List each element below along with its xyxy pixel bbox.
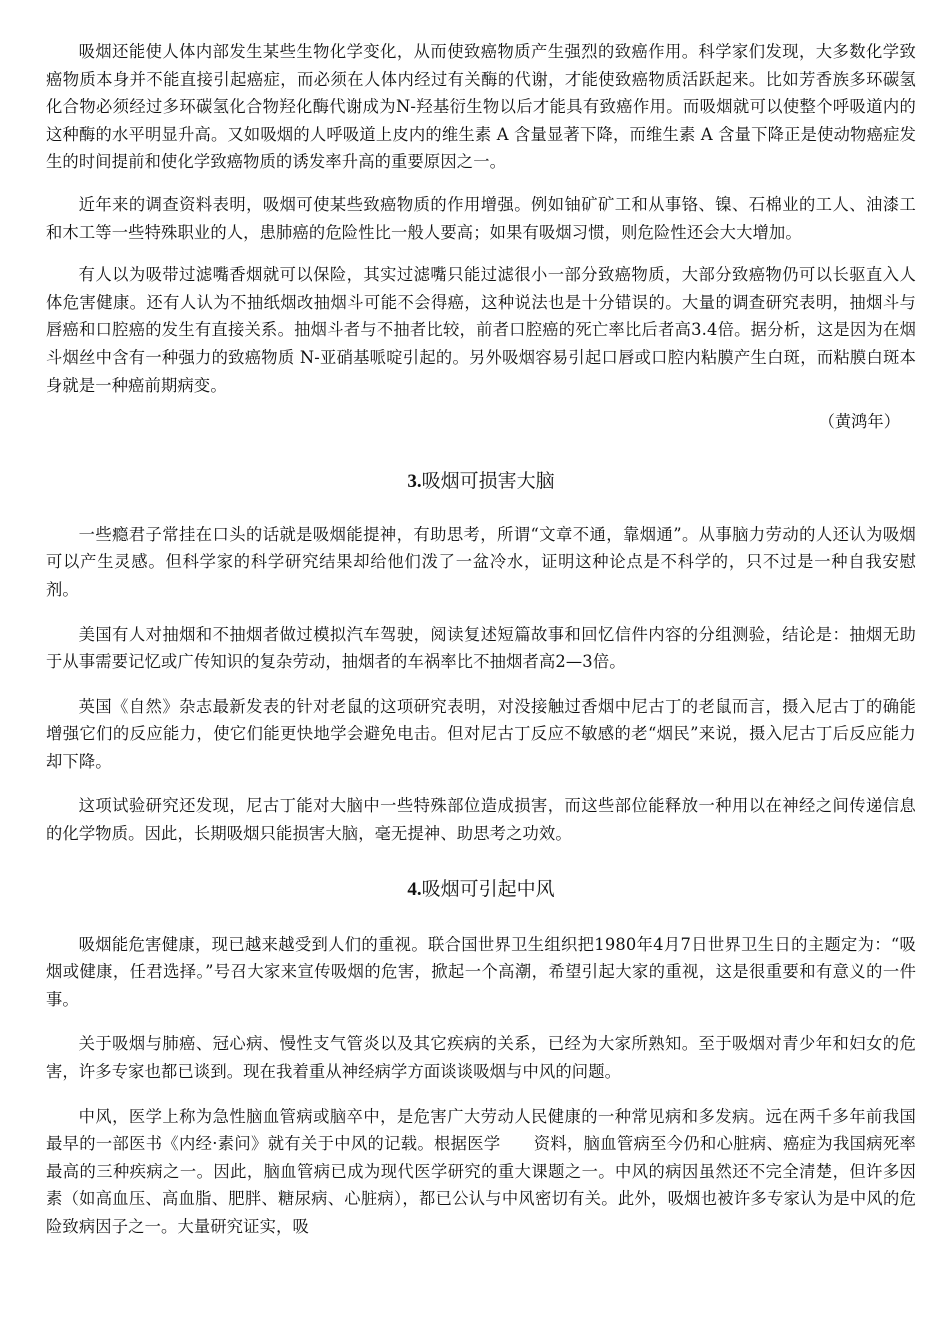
document-page — [46, 38, 916, 1241]
section-3-title: 吸烟可损害大脑 — [421, 469, 555, 492]
section-3-paragraph: 这项试验研究还发现，尼古丁能对大脑中一些特殊部位造成损害，而这些部位能释放一种用以在神经之间传递信息的化学物质。因此，长期吸烟只能损害大脑，毫无提神、助思考之功效。 — [46, 796, 916, 844]
section-3-paragraph: 美国有人对抽烟和不抽烟者做过模拟汽车驾驶，阅读复述短篇故事和回忆信件内容的分组测验，结论是：抽烟无助于从事需要记忆或广传知识的复杂劳动，抽烟者的车祸率比不抽烟者高2—3倍。 — [46, 624, 916, 672]
paragraph-filter-and-pipe: 有人以为吸带过滤嘴香烟就可以保险，其实过滤嘴只能过滤很小一部分致癌物质，大部分致癌物仍可以长驱直入人体危害健康。还有人认为不抽纸烟改抽烟斗可能不会得癌，这种说法也是十分错误的。大量的调查研究表明，抽烟斗与唇癌和口腔癌的发生有直接关系。抽烟斗者与不抽者比较，前者口腔癌的死亡率比后者高3.4倍。据分析，这是因为在烟斗烟丝中含有一种强力的致癌物质 N-亚硝基哌啶引起的。另外吸烟容易引起口唇或口腔内粘膜产生白斑，而粘膜白斑本身就是一种癌前期病变。 — [46, 265, 916, 395]
section-3-number: 3. — [407, 470, 422, 492]
paragraph-carcinogen-activation: 吸烟还能使人体内部发生某些生物化学变化，从而使致癌物质产生强烈的致癌作用。科学家们发现，大多数化学致癌物质本身并不能直接引起癌症，而必须在人体内经过有关酶的代谢，才能使致癌物质活跃起来。比如芳香族多环碳氢化合物必须经过多环碳氢化合物羟化酶代谢成为N-羟基衍生物以后才能具有致癌作用。而吸烟就可以使整个呼吸道内的这种酶的水平明显升高。又如吸烟的人呼吸道上皮内的维生素 A 含量显著下降，而维生素 A 含量下降正是使动物癌症发生的时间提前和使化学致癌物质的诱发率升高的重要原因之一。 — [46, 42, 916, 172]
section-3-paragraph: 英国《自然》杂志最新发表的针对老鼠的这项研究表明，对没接触过香烟中尼古丁的老鼠而言，摄入尼古丁的确能增强它们的反应能力，使它们能更快地学会避免电击。但对尼古丁反应不敏感的老“烟民”来说，摄入尼古丁后反应能力却下降。 — [46, 696, 916, 771]
section-4-title: 吸烟可引起中风 — [421, 877, 555, 900]
section-4-paragraph: 中风，医学上称为急性脑血管病或脑卒中，是危害广大劳动人民健康的一种常见病和多发病。远在两千多年前我国最早的一部医书《内经·素问》就有关于中风的记载。根据医学 资料，脑血管病至今仍和心脏病、癌症为我国病死率最高的三种疾病之一。因此，脑血管病已成为现代医学研究的重大课题之一。中风的病因虽然还不完全清楚，但许多因素（如高血压、高血脂、肥胖、糖尿病、心脏病），都已公认与中风密切有关。此外，吸烟也被许多专家认为是中风的危险致病因子之一。大量研究证实，吸 — [46, 1106, 916, 1236]
section-4-paragraph: 关于吸烟与肺癌、冠心病、慢性支气管炎以及其它疾病的关系，已经为大家所熟知。至于吸烟对青少年和妇女的危害，许多专家也都已谈到。现在我着重从神经病学方面谈谈吸烟与中风的问题。 — [46, 1034, 916, 1082]
author-signature: （黄鸿年） — [818, 412, 900, 432]
section-4-number: 4. — [407, 878, 422, 900]
paragraph-occupational-risk: 近年来的调查资料表明，吸烟可使某些致癌物质的作用增强。例如铀矿矿工和从事铬、镍、石棉业的工人、油漆工和木工等一些特殊职业的人，患肺癌的危险性比一般人要高；如果有吸烟习惯，则危险性还会大大增加。 — [46, 194, 916, 242]
section-4-heading — [46, 874, 916, 905]
section-4-paragraph: 吸烟能危害健康，现已越来越受到人们的重视。联合国世界卫生组织把1980年4月7日世界卫生日的主题定为：“吸烟或健康，任君选择。”号召大家来宣传吸烟的危害，掀起一个高潮，希望引起大家的重视，这是很重要和有意义的一件事。 — [46, 934, 916, 1009]
section-3-paragraph: 一些瘾君子常挂在口头的话就是吸烟能提神，有助思考，所谓“文章不通，靠烟通”。从事脑力劳动的人还认为吸烟可以产生灵感。但科学家的科学研究结果却给他们泼了一盆冷水，证明这种论点是不科学的，只不过是一种自我安慰剂。 — [46, 524, 916, 599]
section-3-heading — [46, 466, 916, 497]
